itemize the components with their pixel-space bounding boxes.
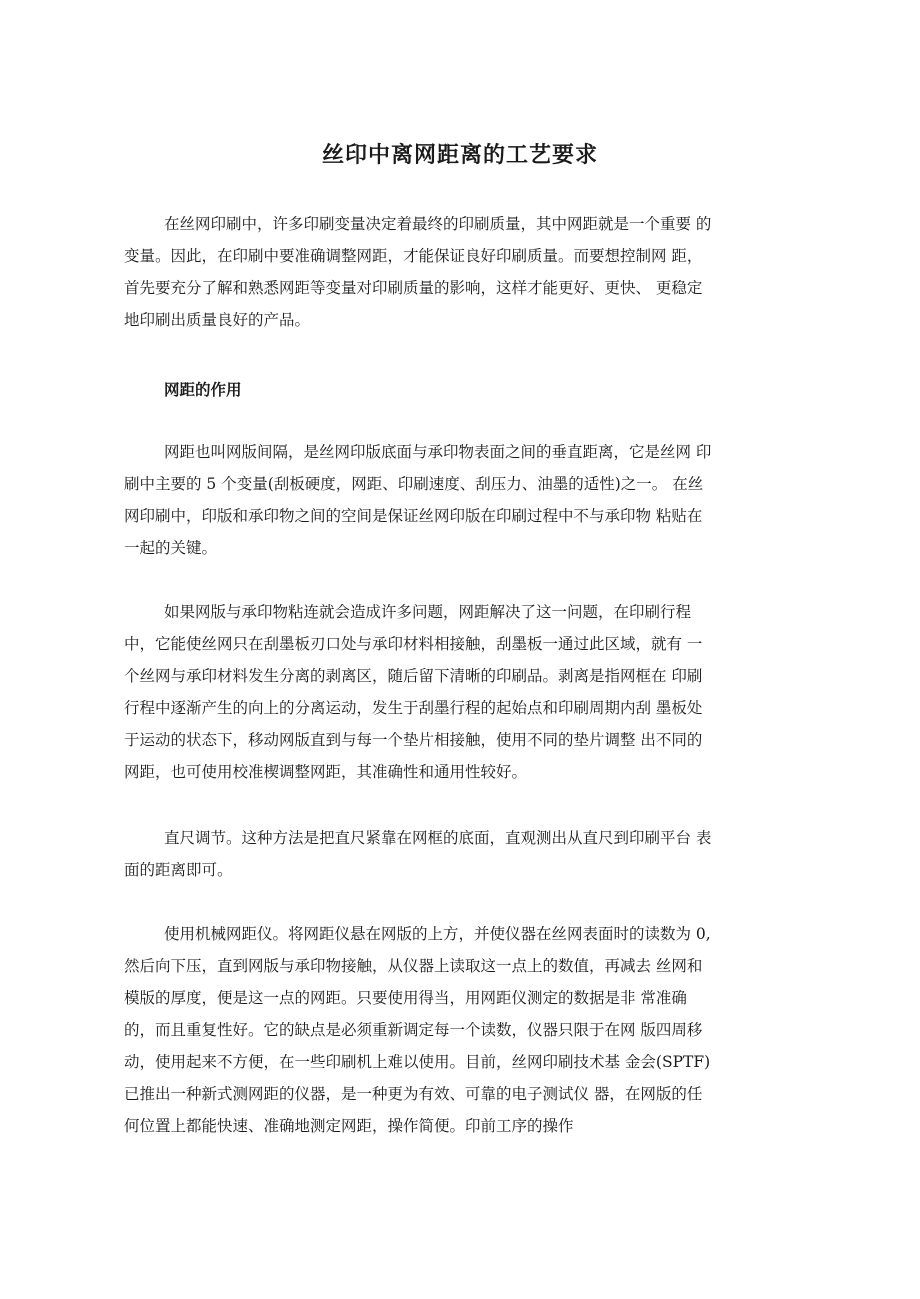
paragraph-line: 然后向下压，直到网版与承印物接触，从仪器上读取这一点上的数值，再减去 丝网和	[124, 957, 703, 975]
paragraph-line: 于运动的状态下，移动网版直到与每一个垫片相接触，使用不同的垫片调整 出不同的	[124, 731, 703, 749]
paragraph-line: 面的距离即可。	[124, 861, 233, 879]
paragraph-line: 何位置上都能快速、准确地测定网距，操作简便。印前工序的操作	[124, 1117, 574, 1135]
paragraph-line: 的，而且重复性好。它的缺点是必须重新调定每一个读数，仪器只限于在网 版四周移	[124, 1021, 703, 1039]
paragraph-line: 首先要充分了解和熟悉网距等变量对印刷质量的影响，这样才能更好、更快、 更稳定	[124, 279, 703, 297]
paragraph-line: 一起的关键。	[124, 539, 218, 557]
paragraph-gauge	[124, 918, 796, 1142]
paragraph-line: 行程中逐渐产生的向上的分离运动，发生于刮墨行程的起始点和印刷周期内刮 墨板处	[124, 699, 703, 717]
paragraph-line: 使用机械网距仪。将网距仪悬在网版的上方，并使仪器在丝网表面时的读数为 0,	[164, 925, 711, 943]
paragraph-line: 中，它能使丝网只在刮墨板刃口处与承印材料相接触，刮墨板一通过此区域，就有 一	[124, 635, 703, 653]
paragraph-line: 网印刷中，印版和承印物之间的空间是保证丝网印版在印刷过程中不与承印物 粘贴在	[124, 507, 703, 525]
paragraph-line: 直尺调节。这种方法是把直尺紧靠在网框的底面，直观测出从直尺到印刷平台 表	[164, 829, 712, 847]
paragraph-line: 个丝网与承印材料发生分离的剥离区，随后留下清晰的印刷品。剥离是指网框在 印刷	[124, 667, 703, 685]
paragraph-intro	[124, 208, 796, 336]
paragraph-line: 刷中主要的 5 个变量(刮板硬度，网距、印刷速度、刮压力、油墨的适性)之一。 在丝	[124, 475, 704, 493]
paragraph-line: 地印刷出质量良好的产品。	[124, 311, 311, 329]
paragraph-line: 如果网版与承印物粘连就会造成许多问题，网距解决了这一问题，在印刷行程	[164, 603, 692, 621]
paragraph-line: 网距也叫网版间隔，是丝网印版底面与承印物表面之间的垂直距离，它是丝网 印	[164, 443, 712, 461]
paragraph-role	[124, 436, 796, 564]
paragraph-line: 模版的厚度，便是这一点的网距。只要使用得当，用网距仪测定的数据是非 常准确	[124, 989, 687, 1007]
paragraph-adhesion	[124, 596, 796, 788]
paragraph-line: 网距，也可使用校准楔调整网距，其准确性和通用性较好。	[124, 763, 528, 781]
paragraph-ruler	[124, 822, 796, 886]
paragraph-line: 变量。因此，在印刷中要准确调整网距，才能保证良好印刷质量。而要想控制网 距，	[124, 247, 703, 265]
paragraph-line: 已推出一种新式测网距的仪器，是一种更为有效、可靠的电子测试仪 器，在网版的任	[124, 1085, 703, 1103]
paragraph-line: 动，使用起来不方便，在一些印刷机上难以使用。目前，丝网印刷技术基 金会(SPTF)	[124, 1053, 711, 1071]
paragraph-line: 在丝网印刷中，许多印刷变量决定着最终的印刷质量，其中网距就是一个重要 的	[164, 215, 712, 233]
document-title: 丝印中离网距离的工艺要求	[321, 142, 598, 168]
section-heading: 网距的作用	[164, 380, 242, 399]
